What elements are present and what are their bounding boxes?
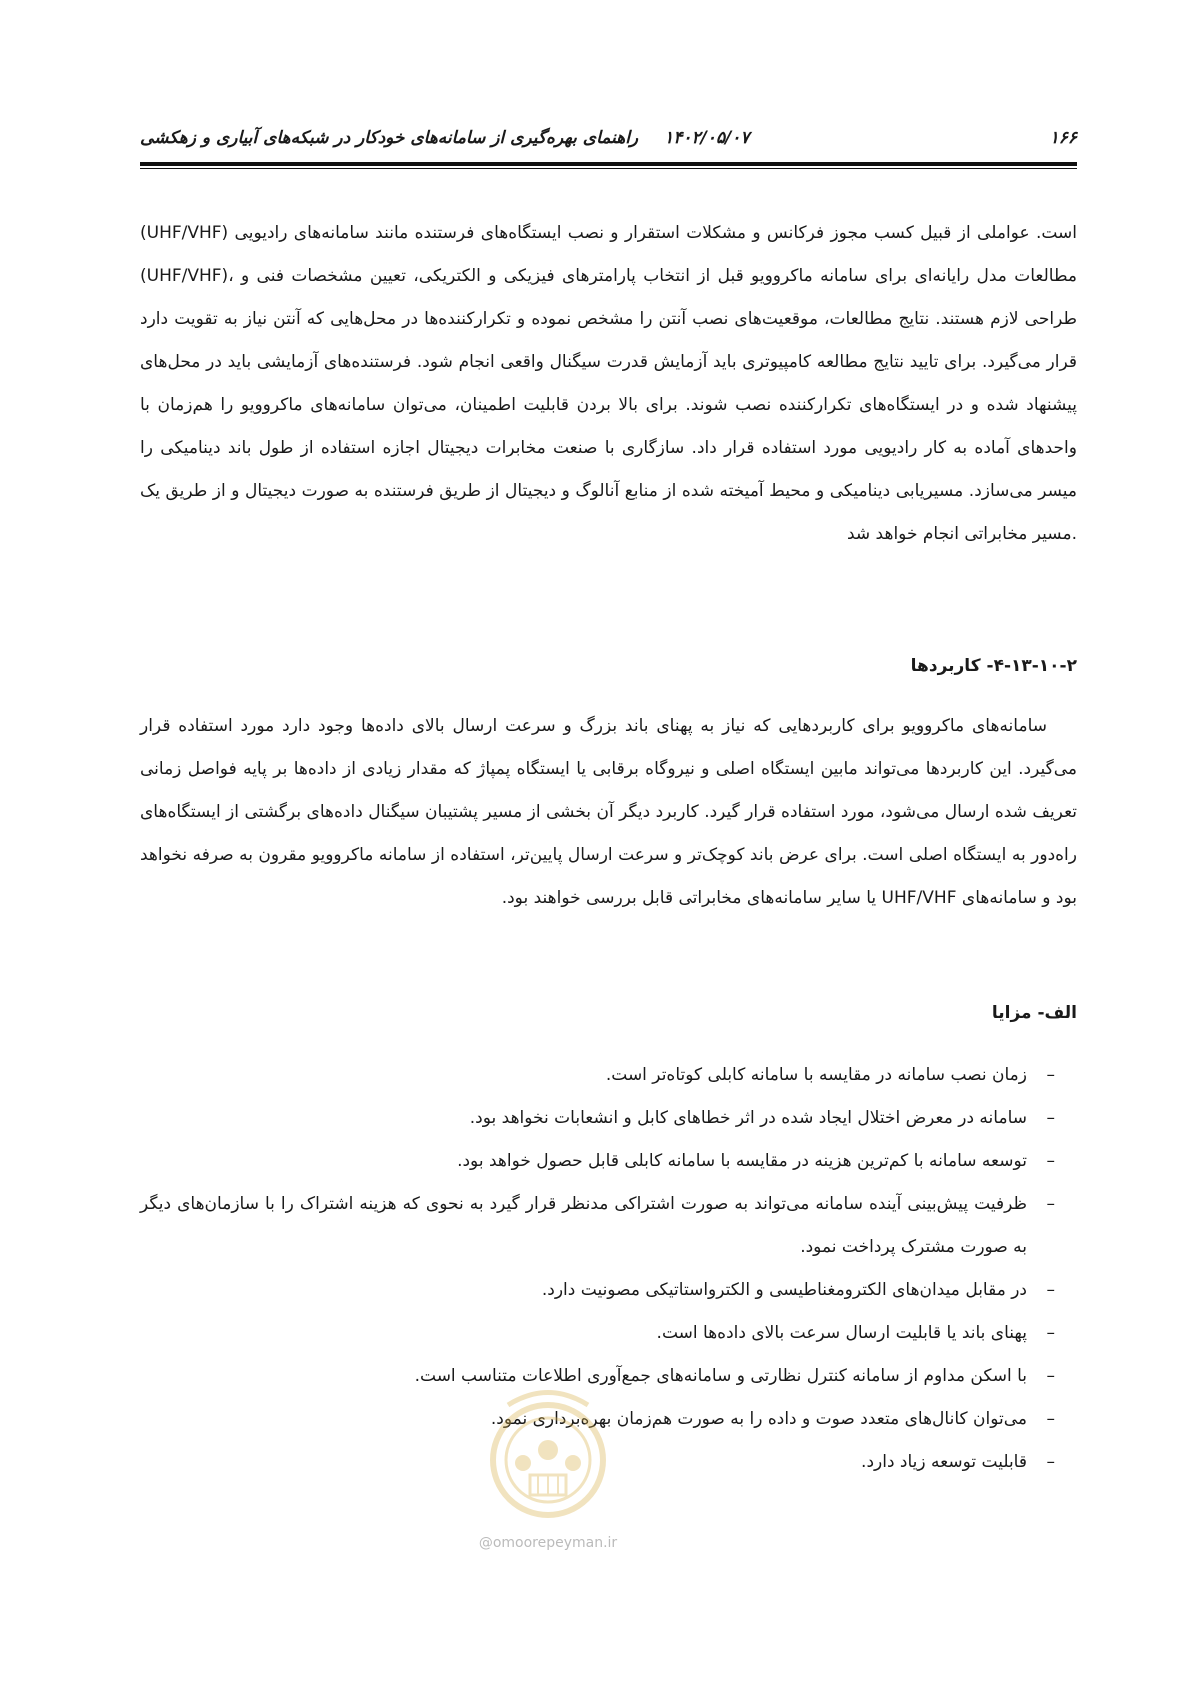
- dash-bullet: –: [1046, 1452, 1055, 1472]
- header-date: ۱۴۰۲/۰۵/۰۷: [664, 128, 750, 148]
- section-heading-applications: ۴-۱۳-۱۰-۲- کاربردها: [910, 656, 1077, 676]
- list-item: – توسعه سامانه با کم‌ترین هزینه در مقایسه با سامانه کابلی قابل حصول خواهد بود.: [140, 1140, 1077, 1183]
- list-item: – ظرفیت پیش‌بینی آینده سامانه می‌تواند به صورت اشتراکی مدنظر قرار گیرد به نحوی که هزینه اشتراک را با سازمان‌های دیگر به صورت مشترک پرداخت نمود.: [140, 1183, 1077, 1269]
- dash-bullet: –: [1046, 1108, 1055, 1128]
- list-item: – زمان نصب سامانه در مقایسه با سامانه کابلی کوتاه‌تر است.: [140, 1054, 1077, 1097]
- list-item: – با اسکن مداوم از سامانه کنترل نظارتی و سامانه‌های جمع‌آوری اطلاعات متناسب است.: [140, 1355, 1077, 1398]
- header-title: راهنمای بهره‌گیری از سامانه‌های خودکار در شبکه‌های آبیاری و زهکشی: [140, 128, 639, 148]
- list-item: – سامانه در معرض اختلال ایجاد شده در اثر خطاهای کابل و انشعابات نخواهد بود.: [140, 1097, 1077, 1140]
- watermark-text: @omoorepeyman.ir: [478, 1535, 618, 1551]
- running-title: [140, 128, 750, 148]
- header-rule: [140, 162, 1077, 166]
- section-heading-advantages: الف- مزایا: [991, 1003, 1077, 1023]
- dash-bullet: –: [1046, 1409, 1055, 1429]
- header-rule-thin: [140, 168, 1077, 169]
- list-item: – پهنای باند یا قابلیت ارسال سرعت بالای داده‌ها است.: [140, 1312, 1077, 1355]
- dash-bullet: –: [1046, 1323, 1055, 1343]
- watermark-logo-icon: [468, 1385, 628, 1520]
- page-number: ۱۶۶: [1049, 128, 1077, 148]
- list-item: – می‌توان کانال‌های متعدد صوت و داده را به صورت هم‌زمان بهره‌برداری نمود.: [140, 1398, 1077, 1441]
- dash-bullet: –: [1046, 1194, 1055, 1214]
- dash-bullet: –: [1046, 1366, 1055, 1386]
- page-header: [140, 128, 1077, 156]
- dash-bullet: –: [1046, 1151, 1055, 1171]
- list-item: – قابلیت توسعه زیاد دارد.: [140, 1441, 1077, 1484]
- paragraph-2: سامانه‌های ماکروویو برای کاربردهایی که نیاز به پهنای باند بزرگ و سرعت ارسال بالای داده‌ها وجود دارد مورد استفاده قرار می‌گیرد. این کاربردها می‌تواند مابین ایستگاه اصلی و نیروگاه برقابی یا ایستگاه پمپاژ که مقدار زیادی از داده‌ها بر پایه فواصل زمانی تعریف شده ارسال می‌شود، مورد استفاده قرار گیرد. کاربرد دیگر آن بخشی از مسیر پشتیبان سیگنال داده‌های برگشتی از ایستگاه‌های راه‌دور به ایستگاه اصلی است. برای عرض باند کوچک‌تر و سرعت ارسال پایین‌تر، استفاده از سامانه ماکروویو مقرون به صرفه نخواهد بود و سامانه‌های UHF/VHF یا سایر سامانه‌های مخابراتی قابل بررسی خواهند بود.: [140, 716, 1077, 908]
- paragraph-1: (UHF/VHF) است. عواملی از قبیل کسب مجوز فرکانس و مشکلات استقرار و نصب ایستگاه‌های فرستنده مانند سامانه‌های رادیویی (UHF/VHF)، مطالعات مدل رایانه‌ای برای سامانه ماکروویو قبل از انتخاب پارامترهای فیزیکی و الکتریکی، تعیین مشخصات فنی و طراحی لازم هستند. نتایج مطالعات، موقعیت‌های نصب آنتن را مشخص نموده و تکرارکننده‌ها در محل‌هایی که آنتن نیاز به تقویت دارد قرار می‌گیرد. برای تایید نتایج مطالعه کامپیوتری باید آزمایش قدرت سیگنال واقعی انجام شود. فرستنده‌های آزمایشی باید در محل‌های پیشنهاد شده و در ایستگاه‌های تکرارکننده نصب شوند. برای بالا بردن قابلیت اطمینان، می‌توان سامانه‌های ماکروویو را هم‌زمان با واحدهای آماده به کار رادیویی مورد استفاده قرار داد. سازگاری با صنعت مخابرات دیجیتال اجازه استفاده از طول باند دینامیکی را میسر می‌سازد. مسیریابی دینامیکی و محیط آمیخته شده از منابع آنالوگ و دیجیتال از طریق فرستنده به صورت دیجیتال و از طریق یک مسیر مخابراتی انجام خواهد شد.: [140, 223, 1078, 544]
- dash-bullet: –: [1046, 1280, 1055, 1300]
- dash-bullet: –: [1046, 1065, 1055, 1085]
- list-item: – در مقابل میدان‌های الکترومغناطیسی و الکترواستاتیکی مصونیت دارد.: [140, 1269, 1077, 1312]
